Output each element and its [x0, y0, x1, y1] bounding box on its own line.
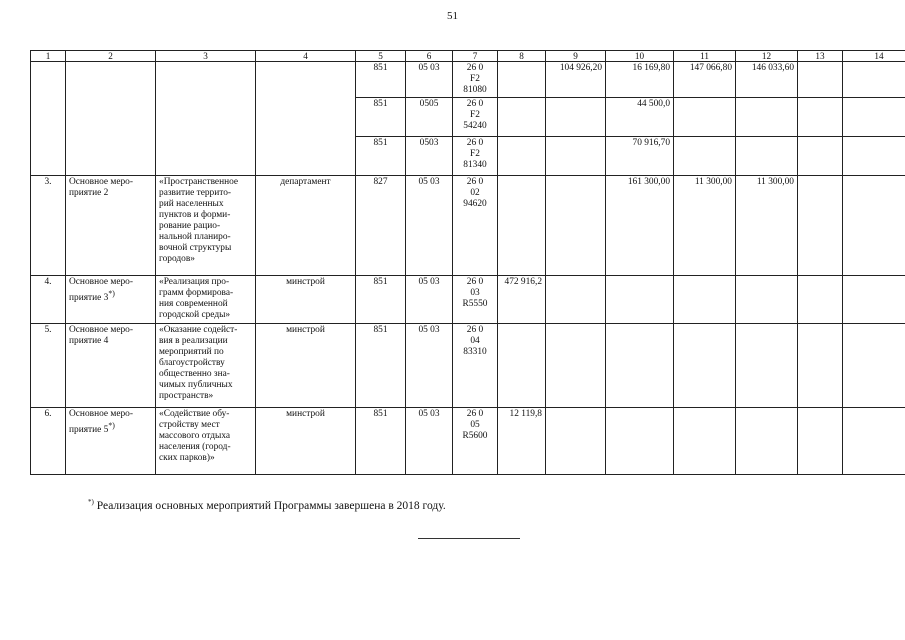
- activity-name-cell: Основное меро- приятие 4: [66, 324, 156, 408]
- value-cell: [674, 98, 736, 137]
- value-cell: [606, 276, 674, 324]
- header-cell: 2: [66, 51, 156, 62]
- value-cell: [736, 98, 798, 137]
- header-cell: 1: [31, 51, 66, 62]
- budget-table: [30, 50, 905, 475]
- value-cell: 161 300,00: [606, 176, 674, 276]
- section-code-cell: 0505: [406, 98, 453, 137]
- value-cell: [736, 276, 798, 324]
- value-cell: [546, 276, 606, 324]
- value-cell: 104 926,20: [546, 62, 606, 98]
- value-cell: [498, 137, 546, 176]
- activity-name-text: Основное меро- приятие 3: [69, 277, 133, 304]
- value-cell: [674, 324, 736, 408]
- value-cell: 146 033,60: [736, 62, 798, 98]
- admin-code-cell: 851: [356, 408, 406, 475]
- target-code-cell: 26 0 F2 81080: [453, 62, 498, 98]
- table-row: [31, 276, 905, 324]
- header-cell: 13: [798, 51, 843, 62]
- footnote-mark: *): [108, 289, 115, 298]
- header-cell: 14: [843, 51, 905, 62]
- header-cell: 3: [156, 51, 256, 62]
- activity-title-cell: «Содействие обу- стройству мест массового отдыха населения (город- ских парков)»: [156, 408, 256, 475]
- row-number-cell: 6.: [31, 408, 66, 475]
- value-cell: [798, 137, 843, 176]
- footnote-mark: *): [108, 421, 115, 430]
- section-code-cell: 05 03: [406, 408, 453, 475]
- table-row: [31, 324, 905, 408]
- activity-name-cell: Основное меро- приятие 2: [66, 176, 156, 276]
- target-code-cell: 26 0 F2 81340: [453, 137, 498, 176]
- value-cell: [674, 408, 736, 475]
- header-cell: 9: [546, 51, 606, 62]
- target-code-cell: 26 0 04 83310: [453, 324, 498, 408]
- activity-title-cell: «Оказание содейст- вия в реализации мероприятий по благоустройству общественно зна- чимых публичных пространств»: [156, 324, 256, 408]
- value-cell: [798, 276, 843, 324]
- value-cell: [606, 324, 674, 408]
- footnote-mark: *): [88, 498, 94, 506]
- table-row: [31, 62, 905, 98]
- value-cell: 70 916,70: [606, 137, 674, 176]
- value-cell: [674, 276, 736, 324]
- value-cell: [798, 324, 843, 408]
- value-cell: [798, 62, 843, 98]
- empty-cell: [256, 62, 356, 176]
- value-cell: [546, 98, 606, 137]
- value-cell: 44 500,0: [606, 98, 674, 137]
- admin-code-cell: 851: [356, 276, 406, 324]
- responsible-cell: минстрой: [256, 408, 356, 475]
- admin-code-cell: 851: [356, 62, 406, 98]
- header-cell: 4: [256, 51, 356, 62]
- responsible-cell: минстрой: [256, 324, 356, 408]
- value-cell: [498, 176, 546, 276]
- empty-cell: [66, 62, 156, 176]
- value-cell: [843, 324, 905, 408]
- value-cell: 147 066,80: [674, 62, 736, 98]
- activity-title-cell: «Пространственное развитие террито- рий населенных пунктов и форми- рование рацио- нальной планиро- вочной структуры городов»: [156, 176, 256, 276]
- row-number-cell: 3.: [31, 176, 66, 276]
- admin-code-cell: 827: [356, 176, 406, 276]
- value-cell: 16 169,80: [606, 62, 674, 98]
- responsible-cell: департамент: [256, 176, 356, 276]
- value-cell: [546, 324, 606, 408]
- header-cell: 6: [406, 51, 453, 62]
- table-row: [31, 176, 905, 276]
- value-cell: [843, 408, 905, 475]
- page-number: 51: [447, 10, 458, 22]
- section-code-cell: 05 03: [406, 324, 453, 408]
- target-code-cell: 26 0 F2 54240: [453, 98, 498, 137]
- value-cell: [498, 98, 546, 137]
- target-code-cell: 26 0 05 R5600: [453, 408, 498, 475]
- empty-cell: [156, 62, 256, 176]
- activity-name-cell: [66, 408, 156, 475]
- value-cell: [674, 137, 736, 176]
- value-cell: 11 300,00: [736, 176, 798, 276]
- value-cell: [736, 137, 798, 176]
- header-cell: 12: [736, 51, 798, 62]
- table-row: [31, 408, 905, 475]
- value-cell: [546, 137, 606, 176]
- header-cell: 5: [356, 51, 406, 62]
- admin-code-cell: 851: [356, 98, 406, 137]
- activity-title-cell: «Реализация про- грамм формирова- ния современной городской среды»: [156, 276, 256, 324]
- section-code-cell: 05 03: [406, 176, 453, 276]
- row-number-cell: 4.: [31, 276, 66, 324]
- admin-code-cell: 851: [356, 137, 406, 176]
- section-code-cell: 05 03: [406, 276, 453, 324]
- header-cell: 8: [498, 51, 546, 62]
- row-number-cell: 5.: [31, 324, 66, 408]
- activity-name-text: Основное меро- приятие 5: [69, 409, 133, 436]
- value-cell: [546, 408, 606, 475]
- section-code-cell: 05 03: [406, 62, 453, 98]
- value-cell: [606, 408, 674, 475]
- footnote: [88, 498, 446, 512]
- empty-cell: [31, 62, 66, 176]
- header-cell: 7: [453, 51, 498, 62]
- value-cell: 472 916,2: [498, 276, 546, 324]
- target-code-cell: 26 0 03 R5550: [453, 276, 498, 324]
- activity-name-cell: [66, 276, 156, 324]
- header-cell: 10: [606, 51, 674, 62]
- admin-code-cell: 851: [356, 324, 406, 408]
- section-code-cell: 0503: [406, 137, 453, 176]
- value-cell: [843, 137, 905, 176]
- value-cell: [498, 324, 546, 408]
- value-cell: [798, 176, 843, 276]
- value-cell: 11 300,00: [674, 176, 736, 276]
- header-cell: 11: [674, 51, 736, 62]
- value-cell: 12 119,8: [498, 408, 546, 475]
- header-row: [31, 51, 905, 62]
- value-cell: [798, 408, 843, 475]
- value-cell: [736, 324, 798, 408]
- value-cell: [736, 408, 798, 475]
- value-cell: [498, 62, 546, 98]
- target-code-cell: 26 0 02 94620: [453, 176, 498, 276]
- value-cell: [843, 62, 905, 98]
- value-cell: [798, 98, 843, 137]
- responsible-cell: минстрой: [256, 276, 356, 324]
- footer-rule: [418, 538, 520, 539]
- value-cell: [843, 276, 905, 324]
- value-cell: [546, 176, 606, 276]
- footnote-text: Реализация основных мероприятий Программы завершена в 2018 году.: [93, 499, 446, 512]
- value-cell: [843, 176, 905, 276]
- value-cell: [843, 98, 905, 137]
